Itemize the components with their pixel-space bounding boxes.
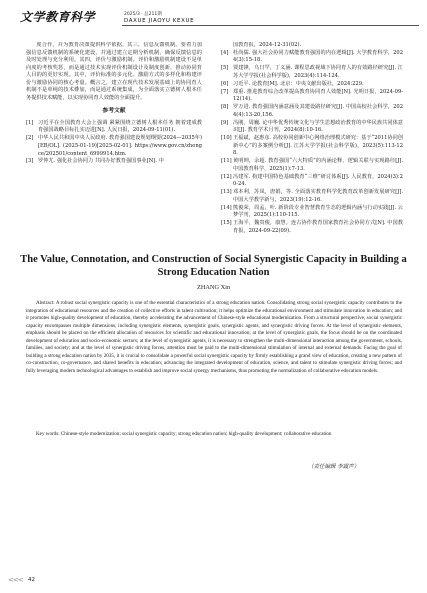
footer-chevrons-icon: <<<: [8, 576, 23, 584]
english-abstract: Abstract: A robust social synergistic capacity is one of the essential characteristics of a strong education nation. Consolidating strong social synergistic capacity contributes to the integration of educational resources and the creation of collective efforts in talent cultivation; it helps optimize the educational environment and stimulate innovation in education; and it promotes high-quality development of education, thereby accelerating the advancement of Chinese-style educational modernization. From a structural perspective, social synergistic capacity encompasses multiple dimensions, including synergistic elements, synergistic goals, synergistic agents, and synergistic driving forces. At the level of synergistic elements, emphasis should be placed on the efficient allocation of resources for scientific and educational innovation; at the level of synergistic goals, the focus should be on the coordinated development of education and socio-economic sectors; at the level of synergistic agents, it is necessary to strengthen the multi-dimensional interaction among the government, schools, families, and society; and at the level of synergistic driving forces, attention must be paid to the multi-dimensional stimulation of internal and external demands. Facing the goal of building a strong education nation by 2035, it is crucial to consolidate a powerful social synergistic capacity by firmly establishing a grand view of education, creating a new pattern of co-construction, co-governance, and shared benefits in education; advancing the integrated development of education, science, and talent to stimulate synergistic driving forces; and fully leveraging modern technological advantages to establish and improve social synergy mechanisms, thus promoting the normalization of collaborative education models.: [26, 300, 402, 374]
left-column: [26, 42, 202, 166]
reference-text: 习近平. 论教育[M]. 北京：中央文献出版社，2024:229.: [233, 80, 364, 87]
page-number: 42: [28, 577, 35, 583]
reference-number: [7]: [221, 88, 229, 95]
reference-item: [221, 135, 403, 158]
reference-item: [221, 205, 403, 220]
reference-text: 冯建军. 构建中国特色基础教育“三维”研讨体系[J]. 人民教育，2024(3):20-24.: [233, 173, 403, 188]
journal-title-cn: 文学教育科学: [20, 10, 96, 24]
reference-text: 冯刚，周巍. 论中华优秀传统文化与学生思想政治教育的中华民族共同体意识[J]. 教育学术月刊，2024(8):10-16.: [233, 119, 403, 134]
right-column: [221, 42, 403, 236]
reference-item: [221, 50, 403, 65]
reference-item: [26, 135, 202, 158]
reference-text: 黄明坤，余超. 教育强国“六大特质”的内涵论释、逻辑关联与实现路径[J]. 中国教育科学，2025(1):7-13.: [233, 158, 403, 172]
reference-number: [6]: [221, 80, 229, 87]
reference-text: 国教育报，2024-12-31(02).: [233, 42, 302, 48]
header-rule: [122, 25, 419, 26]
reference-number: [4]: [221, 49, 229, 56]
body-paragraph: 度合作，并为教育决策提供科学依据。其三，信息反馈机制。要着力加强信息反馈机制的系统化建设，并通过建立定期分析机制，确保反馈信息的及时处理与充分利用。其四，评价与激励机制。评价和激励机制建设不是单向度的考核奖惩，而是通过技术实现评价机制设计及制度创新，推动协同育人目的的更好实现。其中，评价标准的多元化、激励方式的多样化和构建评价与激励协同的核心考量。概言之，建立在现代技术发展基础上的协同育人机制不是单纯的技术叠加，而是通过系统集成，为全面落实立德树人根本任务提供技术赋能，以实现协同育人效能的全面提升。: [26, 42, 202, 101]
reference-number: [1]: [26, 119, 34, 126]
reference-item: [221, 174, 403, 189]
reference-item: [221, 81, 403, 89]
reference-number: [8]: [221, 104, 229, 111]
reference-text: 罗仲尤. 强化社会协同力 共同办好教育强国事业[N]. 中: [38, 158, 164, 165]
english-title: The Value, Connotation, and Construction of Social Synergistic Capacity in Building a Strong Education Nation: [20, 254, 407, 278]
reference-number: [15]: [221, 220, 232, 227]
english-author: ZHANG Xin: [196, 284, 231, 291]
reference-number: [12]: [221, 173, 232, 180]
reference-text: 熊俊荣，周孟，叶. 新阶段专业智慧教育生态的逻辑内涵与行动实践[J]. 云梦学刊，2025(1):110-115.: [233, 204, 403, 219]
reference-item: [221, 89, 403, 104]
reference-item: [221, 120, 403, 135]
journal-title-en: DAXUE JIAOYU KEXUE: [124, 18, 195, 24]
responsible-editor: （责任编辑 李霞声）: [308, 464, 360, 470]
reference-item: [26, 120, 202, 135]
reference-text: 王海平，魏贵俊，康慧。连古协作教育国家教育社会协同方式[N]. 中国教育报，2024-09-22(09).: [233, 220, 403, 234]
reference-number: [11]: [221, 158, 232, 165]
reference-item: [221, 65, 403, 80]
reference-number: [10]: [221, 135, 232, 142]
reference-item: [221, 158, 403, 173]
reference-continuation: [221, 42, 403, 50]
reference-number: [3]: [26, 158, 34, 165]
reference-text: 杜尚儒. 强大社会协同力赋能教育强国的内在逻辑[J]. 大学教育科学，2024(3):15-18.: [233, 49, 403, 64]
reference-number: [14]: [221, 204, 232, 211]
reference-number: [13]: [221, 189, 232, 196]
references-heading: 参考文献: [102, 108, 126, 115]
reference-item: [221, 189, 403, 204]
reference-text: 中华人民共和国中央人民政府. 教育强国建设规划纲要(2024—2035年)[EB/OL]. (2025-01-19)[2025-02-01]. https://www.gov.cn/zhengce/202501/content_6999914.htm.: [38, 135, 202, 157]
reference-item: [26, 158, 202, 166]
reference-number: [5]: [221, 65, 229, 72]
reference-text: 习近平在全国教育大会上强调 紧紧围绕立德树人根本任务 朝着建成教育强国战略目标扎实迈进[N]. 人民日报，2024-09-11(01).: [38, 119, 202, 134]
reference-text: 郑重. 推进教育综合改革提高教育协同育人效能[N]. 光明日报，2024-09-12(14).: [233, 88, 403, 103]
reference-item: [221, 104, 403, 119]
reference-text: 罗万进. 教育强国内涵意涵及其建设路径研究[J]. 中国高校社会科学，2024(4):13-20,156.: [233, 104, 403, 118]
reference-text: 王福斌，赵惠彦. 高校协同创新中心网络治理模式研究：基于“2011协同创新中心”的多案例分析[J]. 江苏大学学报(社会科学版)，2023(5):113-128.: [233, 135, 403, 157]
english-keywords: Key words: Chinese-style modernization; social synergistic capacity; strong education nation; high-quality development; collaborative education: [36, 431, 332, 437]
reference-number: [2]: [26, 135, 34, 142]
reference-text: 贾建锋，乌日罕，丁义涵. 课程思政视域下协同育人的有效路径研究[J]. 江苏大学学报(社会科学版)，2023(4):114-124.: [233, 65, 403, 79]
reference-number: [9]: [221, 119, 229, 126]
reference-item: [221, 220, 403, 235]
reference-text: 邓本利，苏凤，唐娟，等. 全面落实教育科学化教育改革创新发展研究[J]. 中国大学教学新与，2023(19):12-16.: [233, 189, 403, 203]
issue-label: 2025/3 · 总211期: [124, 12, 162, 17]
running-header: [20, 8, 415, 28]
